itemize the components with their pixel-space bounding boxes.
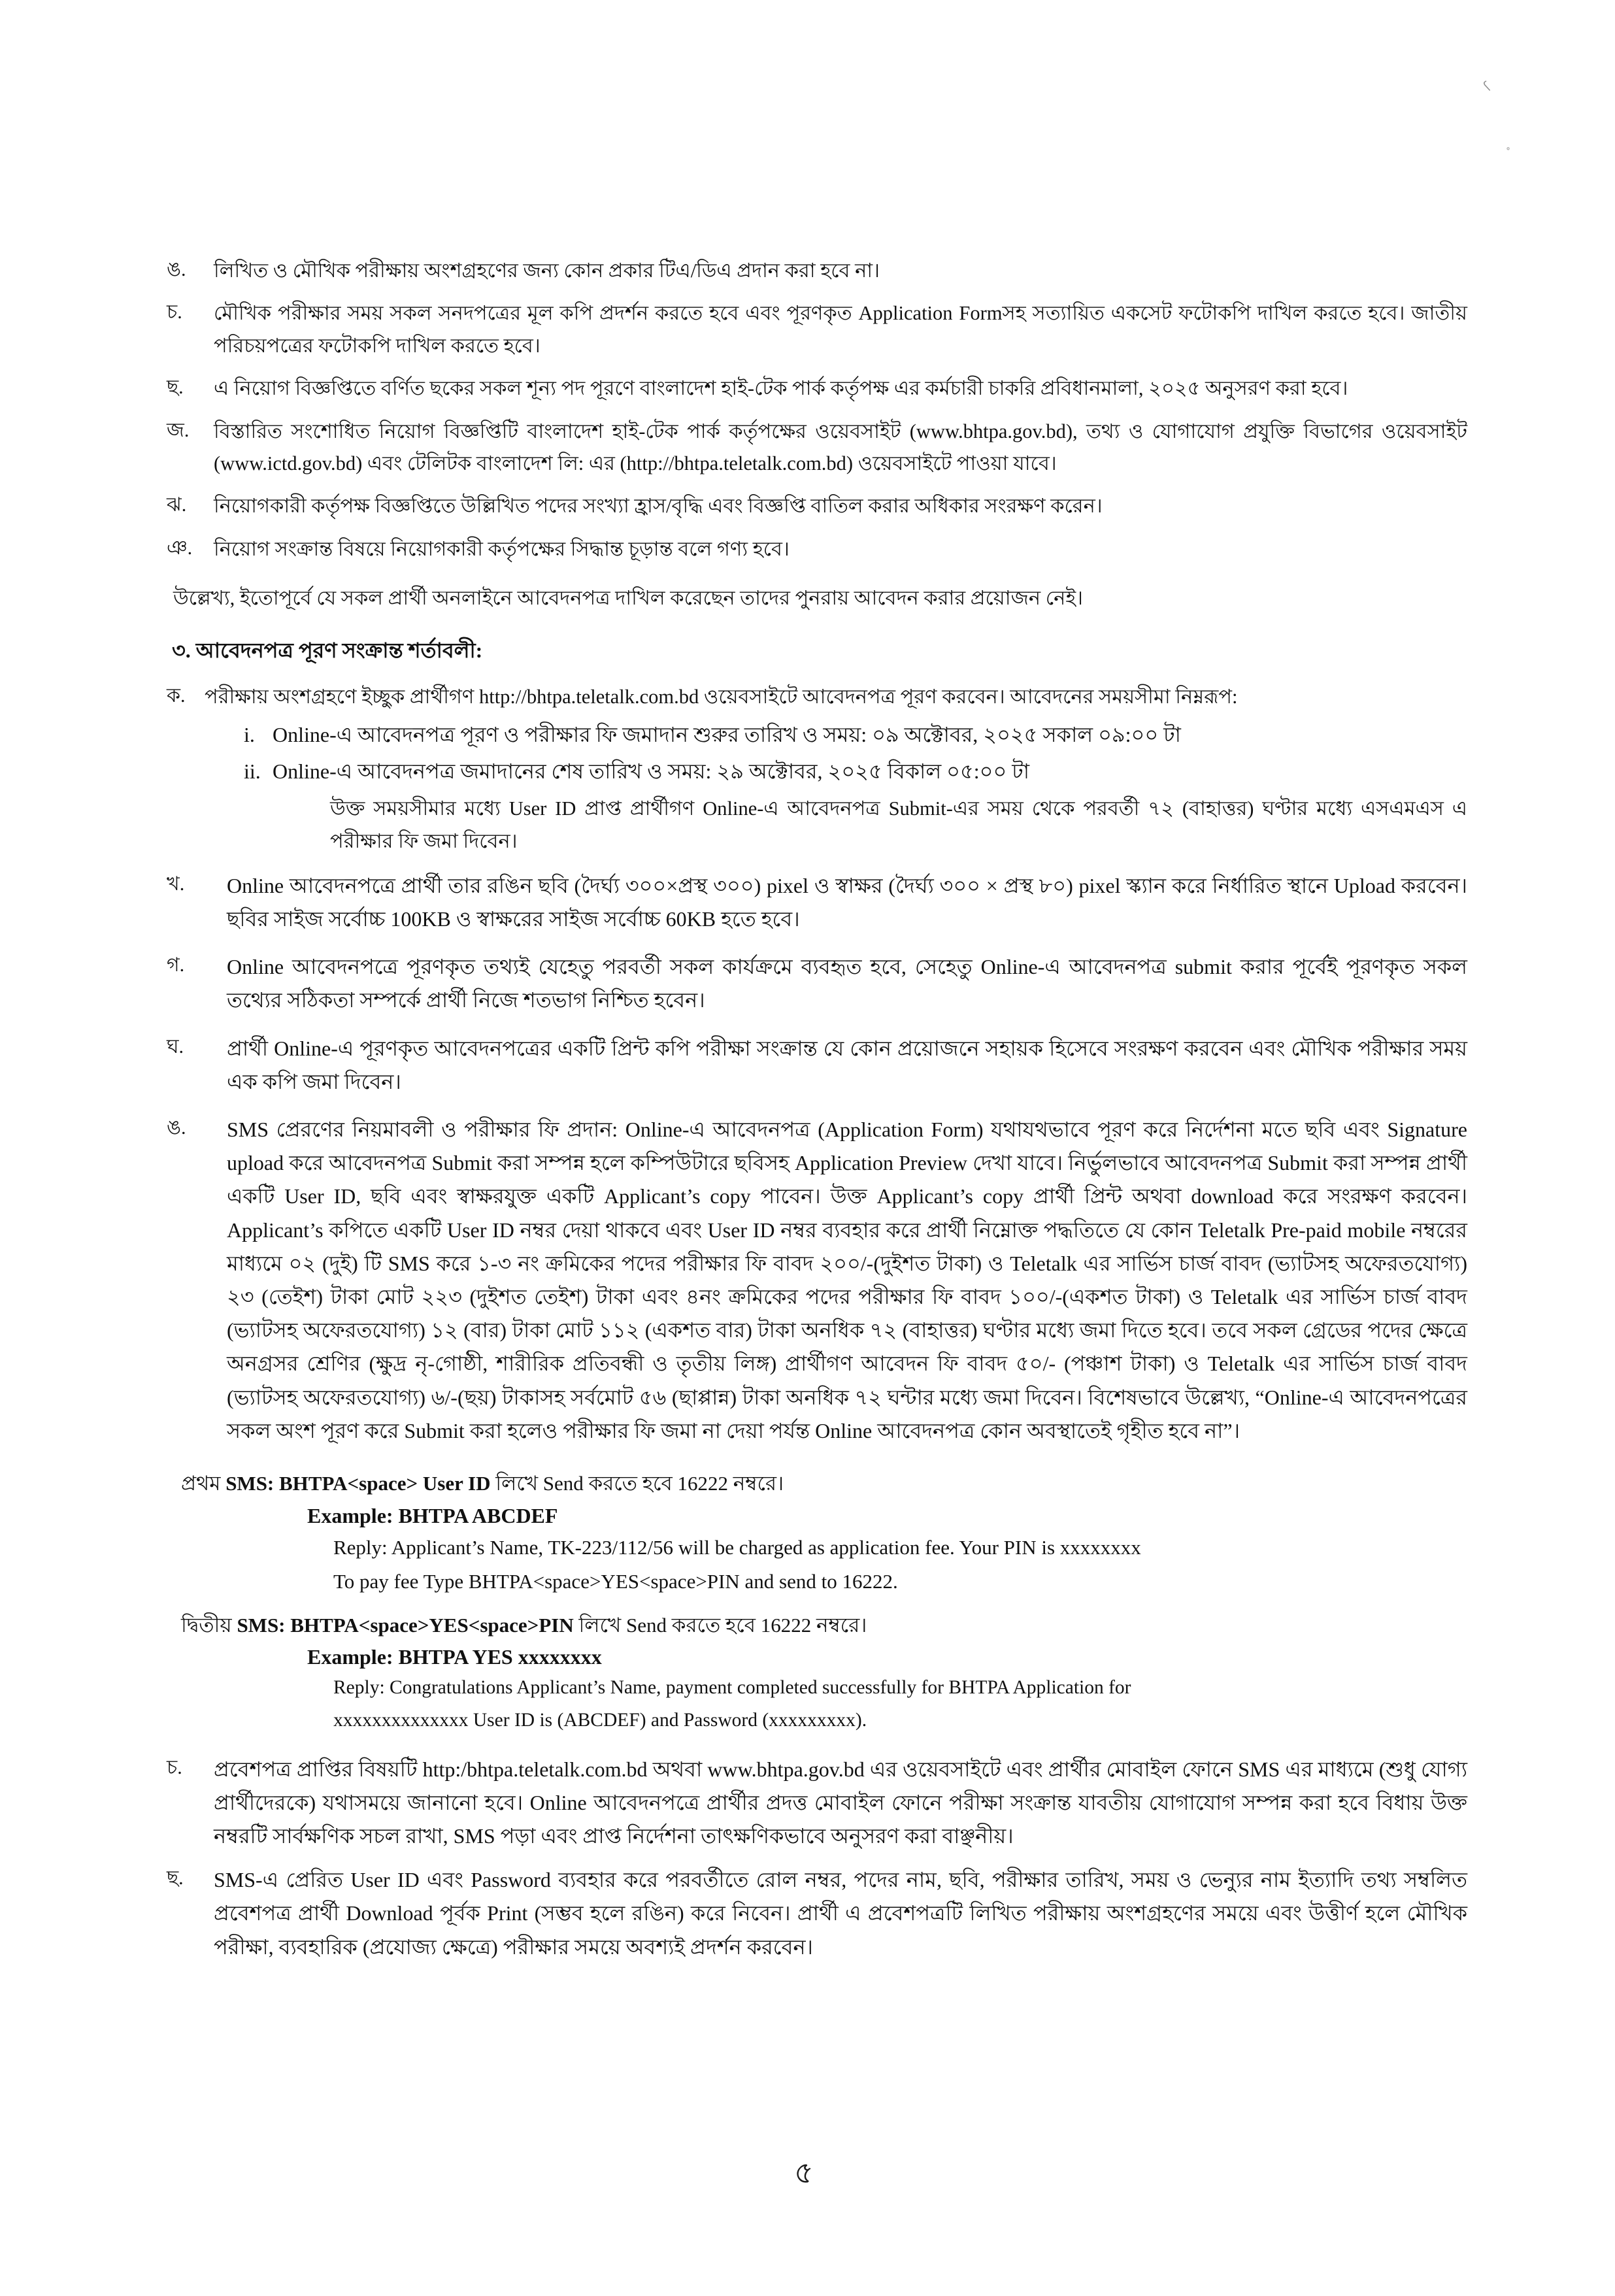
sms-first-reply-line-2: To pay fee Type BHTPA<space>YES<space>PIN and send to 16222. [333, 1569, 898, 1593]
sms-second-reply-line-2: xxxxxxxxxxxxxx User ID is (ABCDEF) and Password (xxxxxxxxx). [333, 1709, 867, 1731]
sms-second-reply-line-1: Reply: Congratulations Applicant’s Name, payment completed successfully for BHTPA Application for [333, 1677, 1131, 1699]
sms-first-example: Example: BHTPA ABCDEF [307, 1503, 558, 1527]
list-marker: জ. [167, 419, 190, 441]
list-item [167, 373, 1467, 405]
sms-first-line [181, 1467, 1467, 1500]
list-marker: খ. [167, 873, 185, 895]
list-item [167, 950, 1467, 1017]
list-text: প্রার্থী Online-এ পূরণকৃত আবেদনপত্রের একটি প্রিন্ট কপি পরীক্ষা সংক্রান্ত যে কোন প্রয়োজনে সহায়ক হিসেবে সংরক্ষণ করবেন এবং মৌখিক পরীক্ষার সময় এক কপি জমা দিবেন। [227, 1036, 1467, 1093]
roman-note-paragraph: উক্ত সময়সীমার মধ্যে User ID প্রাপ্ত প্রার্থীগণ Online-এ আবেদনপত্র Submit-এর সময় থেকে পরবর্তী ৭২ (বাহাত্তর) ঘণ্টার মধ্যে এসএমএস এ পরীক্ষার ফি জমা দিবেন। [330, 797, 1467, 852]
list-text: প্রবেশপত্র প্রাপ্তির বিষয়টি http:/bhtpa.teletalk.com.bd অথবা www.bhtpa.gov.bd এর ওয়েবসাইটে এবং প্রার্থীর মোবাইল ফোনে SMS এর মাধ্যমে (শুধু যোগ্য প্রার্থীদেরকে) যথাসময়ে জানানো হবে। Online আবেদনপত্রে প্রার্থীর প্রদত্ত মোবাইল ফোনে পরীক্ষা সংক্রান্ত যাবতীয় যোগাযোগ সম্পন্ন করা হবে বিধায় উক্ত নম্বরটি সার্বক্ষণিক সচল রাখা, SMS পড়া এবং প্রাপ্ত নির্দেশনা তাৎক্ষণিকভাবে অনুসরণ করা বাঞ্ছনীয়। [214, 1757, 1467, 1848]
list-item [167, 1863, 1467, 1964]
list-marker: ছ. [167, 376, 184, 399]
list-text: নিয়োগকারী কর্তৃপক্ষ বিজ্ঞপ্তিতে উল্লিখিত পদের সংখ্যা হ্রাস/বৃদ্ধি এবং বিজ্ঞপ্তি বাতিল করার অধিকার সংরক্ষণ করেন। [214, 495, 1103, 518]
list-text: SMS-এ প্রেরিত User ID এবং Password ব্যবহার করে পরবর্তীতে রোল নম্বর, পদের নাম, ছবি, পরীক্ষার তারিখ, সময় ও ভেন্যুর নাম ইত্যাদি তথ্য সম্বলিত প্রবেশপত্র প্রার্থী Download পূর্বক Print (সম্ভব হলে রঙিন) করে নিবেন। প্রার্থী এ প্রবেশপত্রটি লিখিত পরীক্ষায় অংশগ্রহণের সময়ে এবং উত্তীর্ণ হলে মৌখিক পরীক্ষা, ব্যবহারিক (প্রযোজ্য ক্ষেত্রে) পরীক্ষার সময়ে অবশ্যই প্রদর্শন করবেন। [214, 1868, 1467, 1959]
sms-instructions [167, 1467, 1467, 1736]
list-text: লিখিত ও মৌখিক পরীক্ষায় অংশগ্রহণের জন্য কোন প্রকার টিএ/ডিএ প্রদান করা হবে না। [214, 259, 880, 282]
list-item [167, 255, 1467, 287]
list-text: বিস্তারিত সংশোধিত নিয়োগ বিজ্ঞপ্তিটি বাংলাদেশ হাই-টেক পার্ক কর্তৃপক্ষের ওয়েবসাইট (www.bhtpa.gov.bd), তথ্য ও যোগাযোগ প্রযুক্তি বিভাগের ওয়েবসাইট (www.ictd.gov.bd) এবং টেলিটক বাংলাদেশ লি: এর (http://bhtpa.teletalk.com.bd) ওয়েবসাইটে পাওয়া যাবে। [214, 420, 1467, 475]
page-number: ৫ [794, 2156, 814, 2189]
list-item [167, 681, 1467, 713]
list-text: নিয়োগ সংক্রান্ত বিষয়ে নিয়োগকারী কর্তৃপক্ষের সিদ্ধান্ত চূড়ান্ত বলে গণ্য হবে। [214, 537, 790, 560]
sms-first-suffix: লিখে Send করতে হবে 16222 নম্বরে। [495, 1471, 784, 1495]
list-text: এ নিয়োগ বিজ্ঞপ্তিতে বর্ণিত ছকের সকল শূন্য পদ পূরণে বাংলাদেশ হাই-টেক পার্ক কর্তৃপক্ষ এর কর্মচারী চাকরি প্রবিধানমালা, ২০২৫ অনুসরণ করা হবে। [214, 377, 1348, 400]
list-text: Online-এ আবেদনপত্র পূরণ ও পরীক্ষার ফি জমাদান শুরুর তারিখ ও সময়: ০৯ অক্টোবর, ২০২৫ সকাল ০৯:০০ টা [273, 723, 1181, 747]
list-marker: ঘ. [167, 1035, 184, 1057]
list-marker: ঝ. [167, 494, 187, 516]
list-text: পরীক্ষায় অংশগ্রহণে ইচ্ছুক প্রার্থীগণ http://bhtpa.teletalk.com.bd ওয়েবসাইটে আবেদনপত্র পূরণ করবেন। আবেদনের সময়সীমা নিম্নরূপ: [205, 686, 1238, 708]
list-item [167, 297, 1467, 362]
sms-second-example: Example: BHTPA YES xxxxxxxx [307, 1645, 602, 1669]
top-right-mark-secondary: ৽ [1503, 140, 1513, 158]
sms-first-label: SMS: BHTPA<space> User ID [225, 1471, 491, 1495]
sms-second-suffix: লিখে Send করতে হবে 16222 নম্বরে। [578, 1613, 867, 1637]
list-item [167, 1753, 1467, 1854]
sms-first-prefix: প্রথম [181, 1471, 221, 1495]
list-marker: ক. [167, 685, 186, 707]
note-paragraph: উল্লেখ্য, ইতোপূর্বে যে সকল প্রার্থী অনলাইনে আবেদনপত্র দাখিল করেছেন তাদের পুনরায় আবেদন করার প্রয়োজন নেই। [173, 587, 1084, 610]
list-text: মৌখিক পরীক্ষার সময় সকল সনদপত্রের মূল কপি প্রদর্শন করতে হবে এবং পূরণকৃত Application Formসহ সত্যায়িত একসেট ফটোকপি দাখিল করতে হবে। জাতীয় পরিচয়পত্রের ফটোকপি দাখিল করতে হবে। [214, 302, 1467, 357]
document-body [167, 255, 1467, 1974]
list-item [167, 1113, 1467, 1448]
sms-second-label: SMS: BHTPA<space>YES<space>PIN [237, 1613, 574, 1637]
list-marker: i. [244, 723, 255, 747]
top-right-mark: ৻ [1482, 76, 1491, 95]
list-marker: ঙ. [167, 259, 186, 280]
list-marker: চ. [167, 1756, 182, 1778]
list-item [167, 1032, 1467, 1099]
list-marker: ঞ. [167, 537, 193, 559]
list-text: Online-এ আবেদনপত্র জমাদানের শেষ তারিখ ও সময়: ২৯ অক্টোবর, ২০২৫ বিকাল ০৫:০০ টা [273, 759, 1029, 784]
list-item [167, 416, 1467, 480]
list-item [167, 490, 1467, 522]
list-marker: ছ. [167, 1867, 184, 1889]
list-item [167, 869, 1467, 936]
list-marker: ii. [244, 759, 261, 784]
list-marker: চ. [167, 301, 182, 324]
list-text: SMS প্রেরণের নিয়মাবলী ও পরীক্ষার ফি প্রদান: Online-এ আবেদনপত্র (Application Form) যথাযথভাবে পূরণ করে নির্দেশনা মতে ছবি এবং Signature upload করে আবেদনপত্র Submit করা সম্পন্ন হলে কম্পিউটারে ছবিসহ Application Preview দেখা যাবে। নির্ভুলভাবে আবেদনপত্র Submit করা সম্পন্ন প্রার্থী একটি User ID, ছবি এবং স্বাক্ষরযুক্ত একটি Applicant’s copy পাবেন। উক্ত Applicant’s copy প্রার্থী প্রিন্ট অথবা download করে সংরক্ষণ করবেন। Applicant’s কপিতে একটি User ID নম্বর দেয়া থাকবে এবং User ID নম্বর ব্যবহার করে প্রার্থী নিম্নোক্ত পদ্ধতিতে যে কোন Teletalk Pre-paid mobile নম্বরের মাধ্যমে ০২ (দুই) টি SMS করে ১-৩ নং ক্রমিকের পদের পরীক্ষার ফি বাবদ ২০০/-(দুইশত টাকা) ও Teletalk এর সার্ভিস চার্জ বাবদ (ভ্যাটসহ অফেরতযোগ্য) ২৩ (তেইশ) টাকা মোট ২২৩ (দুইশত তেইশ) টাকা এবং ৪নং ক্রমিকের পদের পরীক্ষার ফি বাবদ ১০০/-(একশত টাকা) ও Teletalk এর সার্ভিস চার্জ বাবদ (ভ্যাটসহ অফেরতযোগ্য) ১২ (বার) টাকা মোট ১১২ (একশত বার) টাকা অনধিক ৭২ (বাহাত্তর) ঘণ্টার মধ্যে জমা দিতে হবে। তবে সকল গ্রেডের পদের ক্ষেত্রে অনগ্রসর শ্রেণির (ক্ষুদ্র নৃ-গোষ্ঠী, শারীরিক প্রতিবন্ধী ও তৃতীয় লিঙ্গ) প্রার্থীগণ আবেদন ফি বাবদ ৫০/- (পঞ্চাশ টাকা) ও Teletalk এর সার্ভিস চার্জ বাবদ (ভ্যাটসহ অফেরতযোগ্য) ৬/-(ছয়) টাকাসহ সর্বমোট ৫৬ (ছাপ্পান্ন) টাকা অনধিক ৭২ ঘন্টার মধ্যে জমা দিবেন। বিশেষভাবে উল্লেখ্য, “Online-এ আবেদনপত্রের সকল অংশ পূরণ করে Submit করা হলেও পরীক্ষার ফি জমা না দেয়া পর্যন্ত Online আবেদনপত্র কোন অবস্থাতেই গৃহীত হবে না”। [227, 1118, 1467, 1442]
list-text: Online আবেদনপত্রে প্রার্থী তার রঙিন ছবি (দৈর্ঘ্য ৩০০×প্রস্থ ৩০০) pixel ও স্বাক্ষর (দৈর্ঘ্য ৩০০ × প্রস্থ ৮০) pixel স্ক্যান করে নির্ধারিত স্থানে Upload করবেন। ছবির সাইজ সর্বোচ্চ 100KB ও স্বাক্ষরের সাইজ সর্বোচ্চ 60KB হতে হবে। [227, 873, 1467, 931]
section-title: ৩. আবেদনপত্র পূরণ সংক্রান্ত শর্তাবলী: [172, 639, 483, 663]
list-text: Online আবেদনপত্রে পূরণকৃত তথ্যই যেহেতু পরবর্তী সকল কার্যক্রমে ব্যবহৃত হবে, সেহেতু Online-এ আবেদনপত্র submit করার পূর্বেই পূরণকৃত সকল তথ্যের সঠিকতা সম্পর্কে প্রার্থী নিজে শতভাগ নিশ্চিত হবেন। [227, 955, 1467, 1012]
sms-second-line [181, 1609, 1467, 1642]
list-item [244, 755, 1467, 789]
list-item [167, 533, 1467, 565]
list-marker: গ. [167, 954, 185, 976]
sms-second-prefix: দ্বিতীয় [181, 1613, 232, 1637]
sms-first-reply-line-1: Reply: Applicant’s Name, TK-223/112/56 will be charged as application fee. Your PIN is xxxxxxxx [333, 1535, 1141, 1559]
list-marker: ঙ. [167, 1117, 186, 1139]
list-item [244, 718, 1467, 752]
